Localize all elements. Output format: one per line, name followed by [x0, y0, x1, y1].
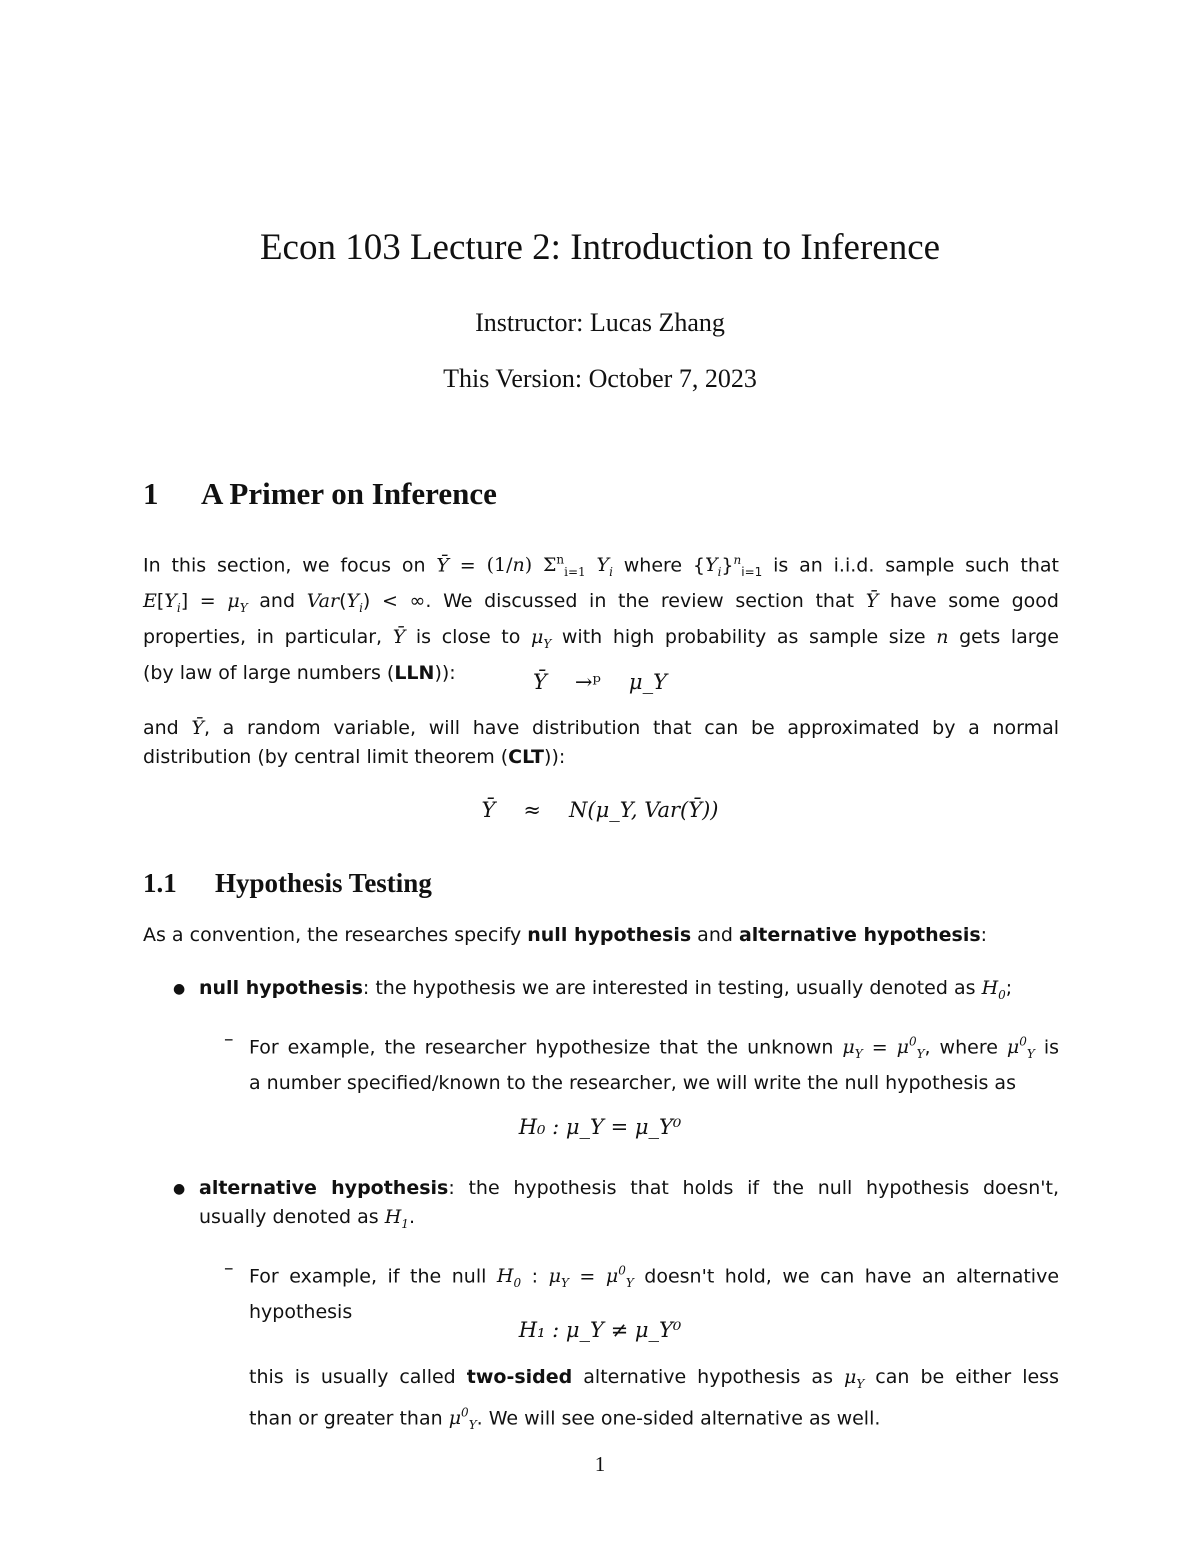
- null-equation: H₀ : μ_Y = μ_Y⁰: [518, 1115, 682, 1139]
- paragraph-line: (by law of large numbers (LLN)):: [143, 661, 456, 684]
- alternative-equation: H₁ : μ_Y ≠ μ_Y⁰: [518, 1318, 682, 1342]
- subsection-title: Hypothesis Testing: [215, 868, 432, 898]
- clt-equation: Ȳ ≈ N(μ_Y, Var(Ȳ)): [481, 798, 719, 822]
- document-title: Econ 103 Lecture 2: Introduction to Inference: [259, 227, 941, 268]
- subsection-heading: [143, 868, 432, 899]
- paragraph-line: For example, the researcher hypothesize that the unknown $\mu_Y = \mu^0_Y$, where $\mu^0_Y$ is: [249, 1035, 1060, 1062]
- paragraph-line: alternative hypothesis: the hypothesis that holds if the null hypothesis doesn't,: [199, 1177, 1059, 1199]
- paragraph-line: properties, in particular, Ȳ is close to $\mu_Y$ with high probability as sample size n gets large: [143, 625, 1059, 651]
- lln-equation: Ȳ →ᵖ μ_Y: [533, 670, 667, 694]
- paragraph-line: than or greater than $\mu^0_Y$. We will see one-sided alternative as well.: [249, 1405, 881, 1432]
- dash-icon: –: [224, 1028, 234, 1050]
- intro-paragraph: [143, 546, 1059, 688]
- null-hypothesis-item: [199, 974, 1059, 1010]
- clt-paragraph: [143, 714, 1059, 772]
- paragraph-line: distribution (by central limit theorem (CLT)):: [143, 746, 566, 768]
- two-sided-paragraph: [249, 1363, 1059, 1440]
- paragraph-line: null hypothesis: the hypothesis we are interested in testing, usually denoted as $H_0$;: [199, 977, 1013, 1002]
- paragraph-line: a number specified/known to the researcher, we will write the null hypothesis as: [249, 1072, 1016, 1095]
- dash-icon: –: [224, 1257, 234, 1279]
- paragraph-line: In this section, we focus on Ȳ = (1/n) $\Sigma^n_{i=1}$ $Y_i$ where $\{Y_i\}^n_{i=1}$ is an i.i.d. sample such that: [143, 553, 1059, 580]
- paragraph-line: and Ȳ, a random variable, will have distribution that can be approximated by a normal: [143, 717, 1059, 739]
- bullet-icon: ●: [173, 981, 186, 997]
- bullet-icon: ●: [173, 1181, 186, 1197]
- null-example: [249, 1028, 1059, 1098]
- paragraph-line: hypothesis: [249, 1301, 353, 1324]
- convention-paragraph: [143, 921, 1059, 950]
- paragraph-line: $E[Y_i] = \mu_Y$ and $Var(Y_i)$ < ∞. We discussed in the review section that Ȳ have some good: [143, 590, 1059, 615]
- version-line: This Version: October 7, 2023: [443, 364, 757, 393]
- section-number: 1: [143, 476, 159, 511]
- section-heading: [143, 476, 497, 512]
- paragraph-line: For example, if the null $H_0$ : $\mu_Y = \mu^0_Y$ doesn't hold, we can have an alternative: [249, 1264, 1060, 1291]
- paragraph-line: As a convention, the researches specify null hypothesis and alternative hypothesis:: [143, 924, 988, 946]
- author-line: Instructor: Lucas Zhang: [475, 308, 725, 337]
- paragraph-line: usually denoted as $H_1$.: [199, 1206, 415, 1231]
- paragraph-line: this is usually called two-sided alternative hypothesis as $\mu_Y$ can be either less: [249, 1366, 1059, 1391]
- section-title: A Primer on Inference: [201, 476, 497, 511]
- alternative-hypothesis-item: [199, 1174, 1059, 1239]
- subsection-number: 1.1: [143, 868, 177, 898]
- alternative-example: [249, 1257, 1059, 1327]
- page-number: 1: [594, 1452, 606, 1476]
